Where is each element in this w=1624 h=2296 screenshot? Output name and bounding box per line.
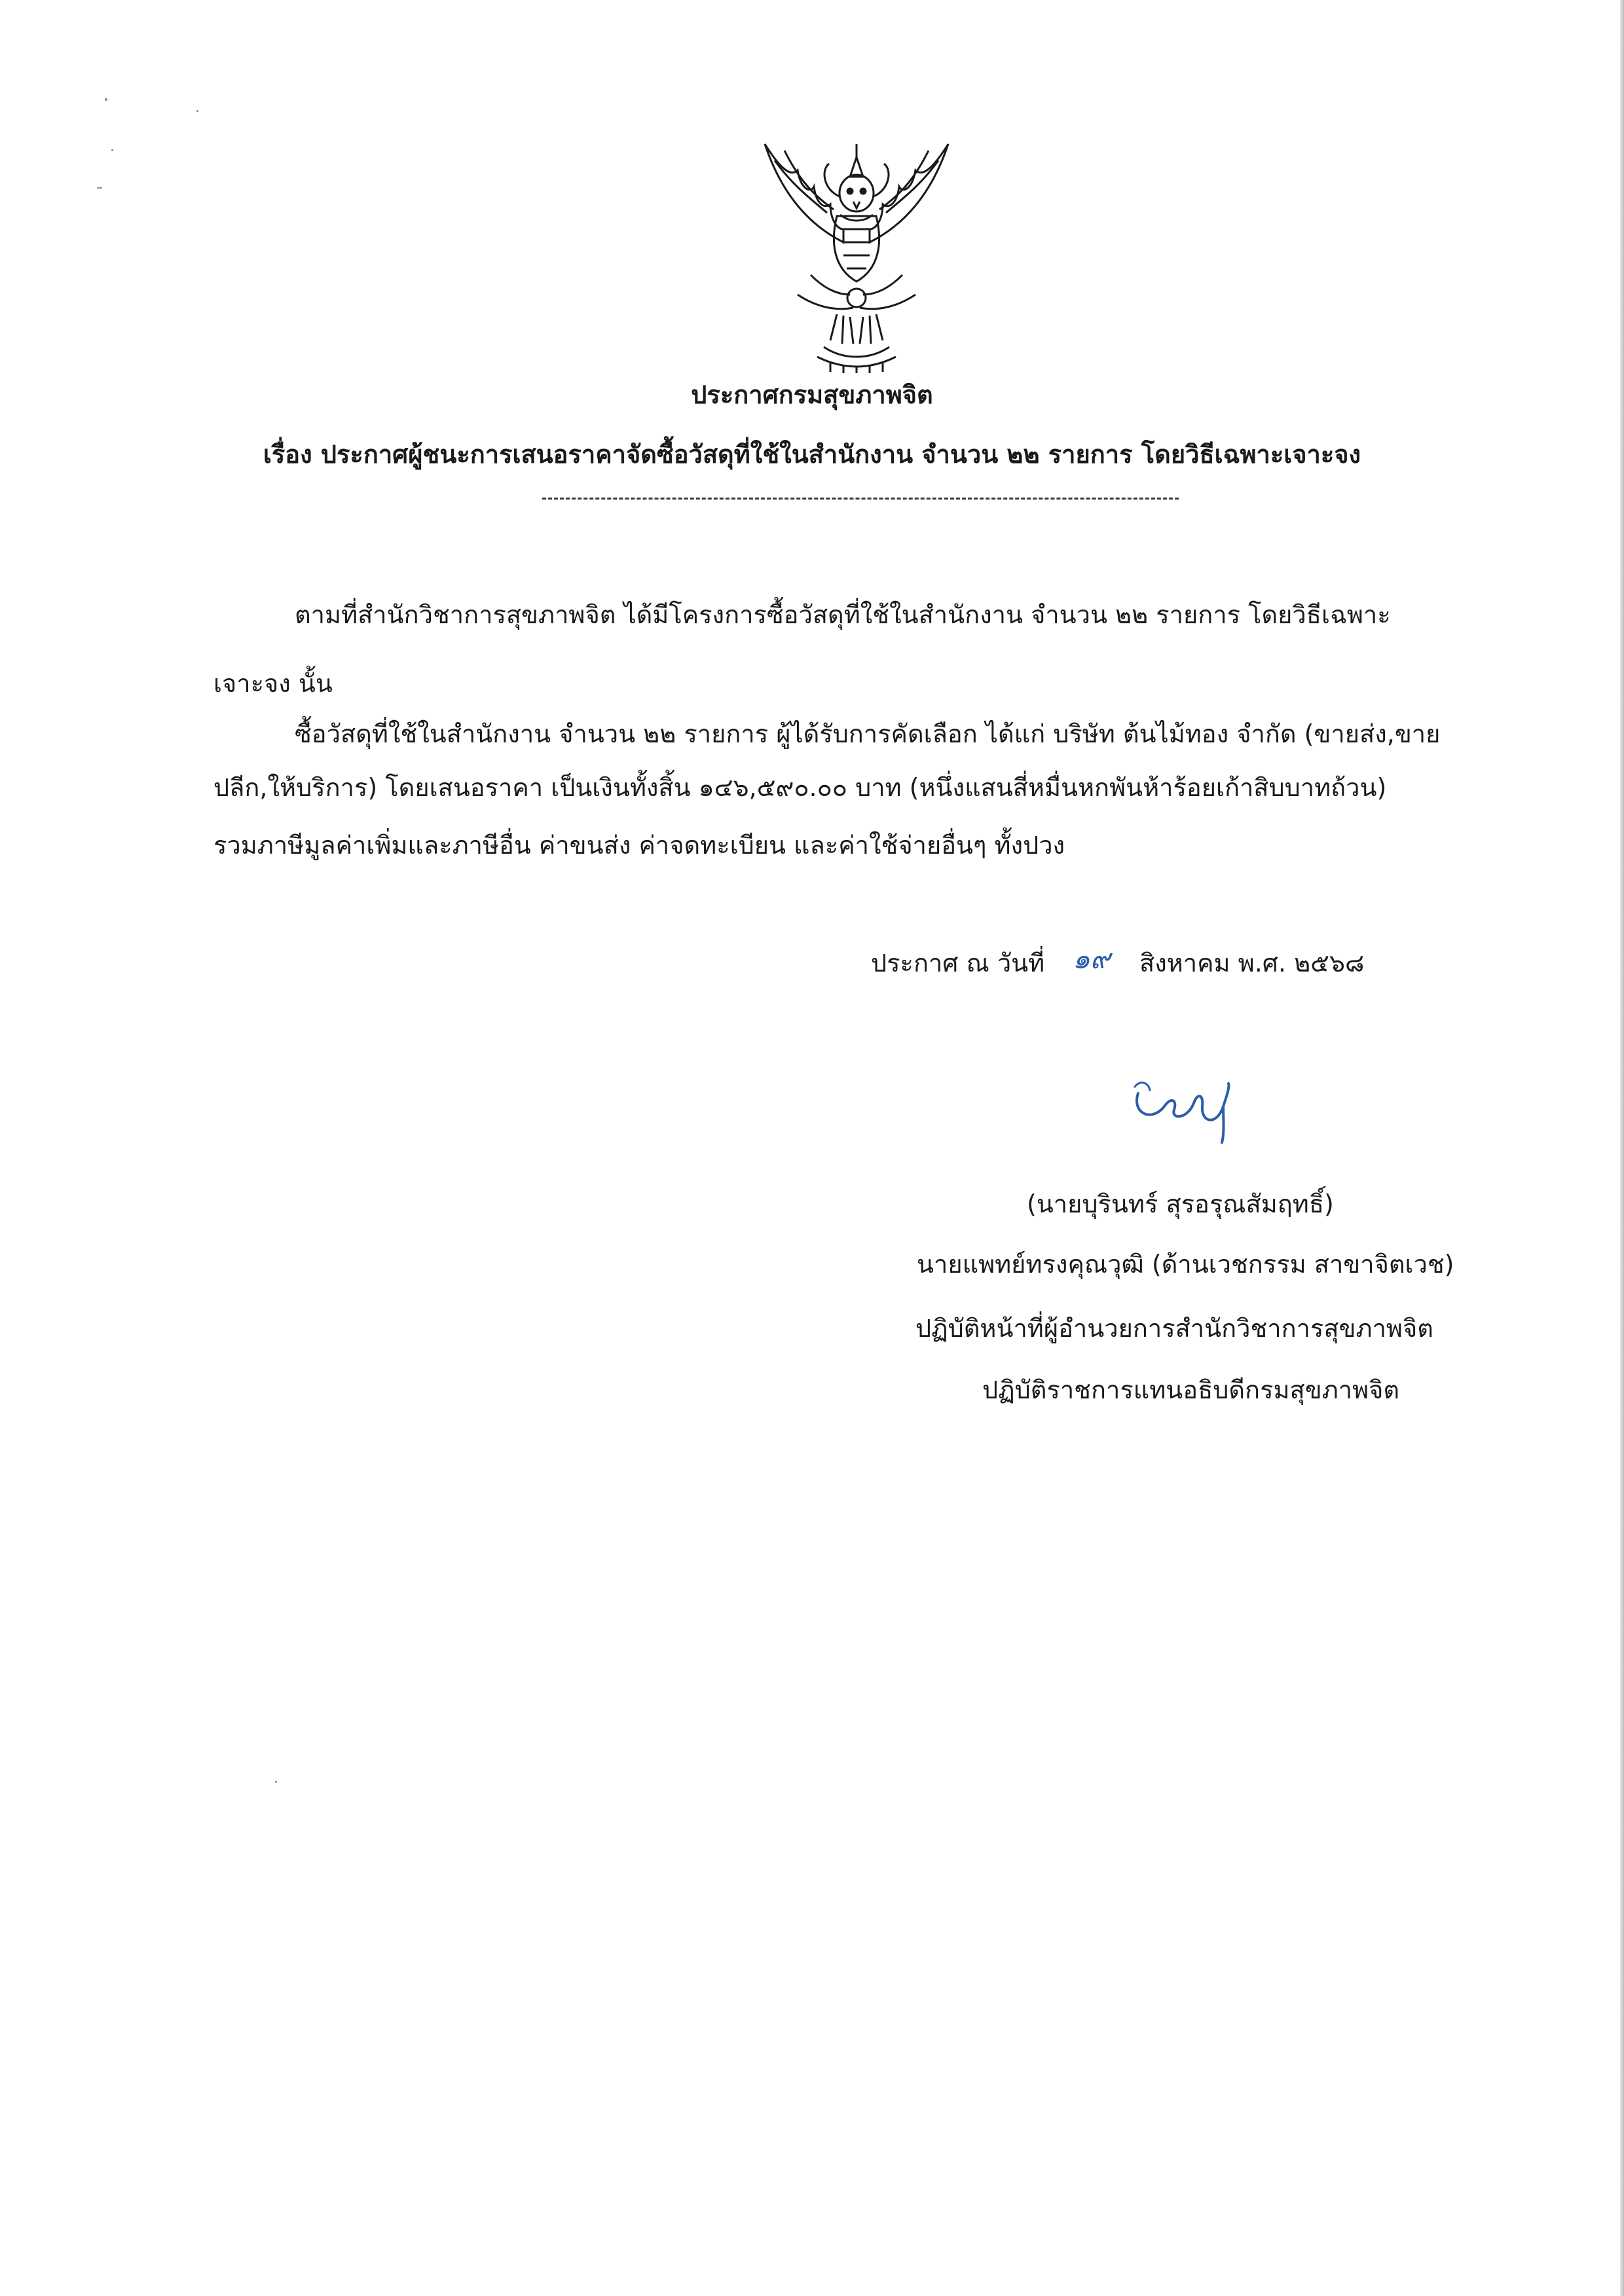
scan-edge <box>1620 0 1624 2296</box>
scan-speck <box>105 98 107 101</box>
handwritten-signature <box>1125 1067 1256 1146</box>
scan-speck <box>275 1781 277 1783</box>
signatory-position-3: ปฏิบัติราชการแทนอธิบดีกรมสุขภาพจิต <box>982 1376 1400 1404</box>
agency-title: ประกาศกรมสุขภาพจิต <box>691 380 933 409</box>
paragraph-2-line-3: รวมภาษีมูลค่าเพิ่มและภาษีอื่น ค่าขนส่ง ค่าจดทะเบียน และค่าใช้จ่ายอื่นๆ ทั้งปวง <box>213 831 1065 860</box>
paragraph-2-line-1: ซื้อวัสดุที่ใช้ในสำนักงาน จำนวน ๒๒ รายการ ผู้ได้รับการคัดเลือก ได้แก่ บริษัท ต้นไม้ทอง จำกัด (ขายส่ง,ขาย <box>295 720 1441 748</box>
paragraph-1-line-1: ตามที่สำนักวิชาการสุขภาพจิต ได้มีโครงการซื้อวัสดุที่ใช้ในสำนักงาน จำนวน ๒๒ รายการ โดยวิธีเฉพาะ <box>295 600 1391 629</box>
date-prefix: ประกาศ ณ วันที่ <box>871 949 1045 977</box>
garuda-emblem-icon <box>745 131 968 373</box>
subject-title: เรื่อง ประกาศผู้ชนะการเสนอราคาจัดซื้อวัสดุที่ใช้ในสำนักงาน จำนวน ๒๒ รายการ โดยวิธีเฉพาะเจาะจง <box>263 440 1361 469</box>
scan-speck <box>97 187 102 189</box>
date-day-handwritten: ๑๙ <box>1073 943 1111 975</box>
signatory-position-1: นายแพทย์ทรงคุณวุฒิ (ด้านเวชกรรม สาขาจิตเวช) <box>917 1250 1454 1279</box>
dashed-divider <box>542 498 1179 500</box>
signatory-position-2: ปฏิบัติหน้าที่ผู้อำนวยการสำนักวิชาการสุขภาพจิต <box>915 1314 1433 1343</box>
signatory-name: (นายบุรินทร์ สุรอรุณสัมฤทธิ์) <box>1027 1190 1334 1218</box>
paragraph-1-line-2: เจาะจง นั้น <box>213 669 333 698</box>
paragraph-2-line-2: ปลีก,ให้บริการ) โดยเสนอราคา เป็นเงินทั้งสิ้น ๑๔๖,๕๙๐.๐๐ บาท (หนึ่งแสนสี่หมื่นหกพันห้าร้อยเก้าสิบบาทถ้วน) <box>213 773 1387 802</box>
scan-speck <box>196 110 198 112</box>
scan-speck <box>111 149 113 151</box>
date-month-year: สิงหาคม พ.ศ. ๒๕๖๘ <box>1139 949 1365 977</box>
